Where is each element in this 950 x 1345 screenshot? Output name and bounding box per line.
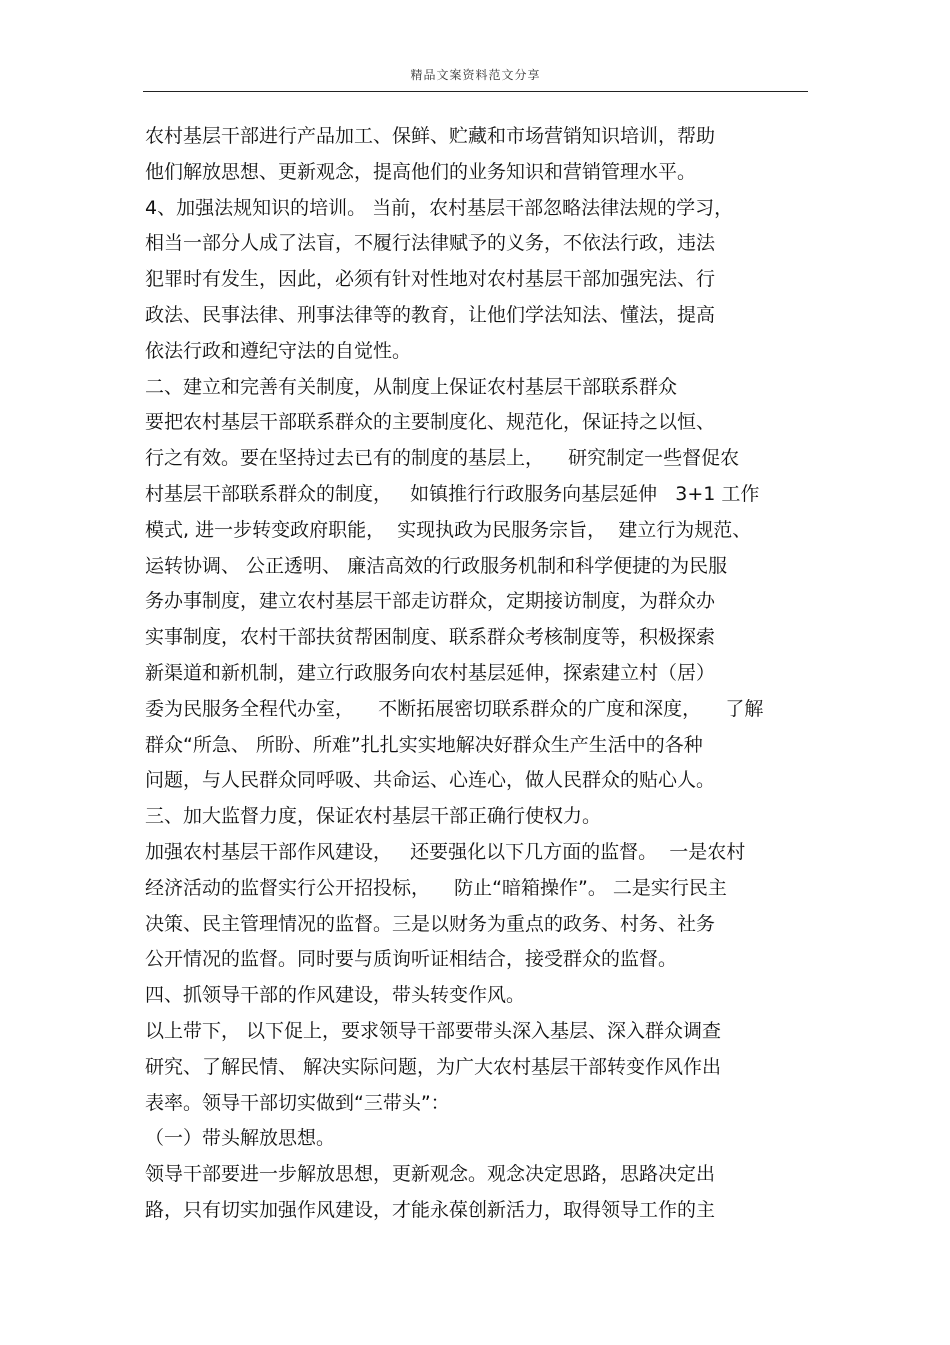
page-header: 精品文案资料范文分享 bbox=[410, 68, 541, 82]
text-line: 依法行政和遵纪守法的自觉性。 bbox=[145, 339, 412, 362]
text-line: 务办事制度，建立农村基层干部走访群众，定期接访制度，为群众办 bbox=[145, 590, 716, 613]
text-line: 政法、民事法律、刑事法律等的教育，让他们学法知法、懂法，提高 bbox=[145, 303, 716, 326]
text-line: 农村基层干部进行产品加工、保鲜、贮藏和市场营销知识培训，帮助 bbox=[145, 125, 716, 147]
text-line: 领导干部要进一步解放思想，更新观念。观念决定思路，思路决定出 bbox=[145, 1163, 716, 1186]
subsection-heading-1: （一）带头解放思想。 bbox=[145, 1127, 336, 1150]
text-line: 行之有效。要在坚持过去已有的制度的基层上， 研究制定一些督促农 bbox=[145, 447, 740, 470]
text-line: 加强农村基层干部作风建设， 还要强化以下几方面的监督。 一是农村 bbox=[145, 840, 746, 863]
text-line: 要把农村基层干部联系群众的主要制度化、规范化，保证持之以恒、 bbox=[145, 411, 716, 434]
text-line: 研究、了解民情、 解决实际问题，为广大农村基层干部转变作风作出 bbox=[145, 1055, 722, 1078]
text-line: 委为民服务全程代办室， 不断拓展密切联系群众的广度和深度， 了解 bbox=[145, 697, 764, 720]
text-line: 相当一部分人成了法盲，不履行法律赋予的义务，不依法行政，违法 bbox=[145, 232, 716, 255]
text-line: 问题，与人民群众同呼吸、共命运、心连心，做人民群众的贴心人。 bbox=[145, 769, 716, 792]
text-line: 新渠道和新机制，建立行政服务向农村基层延伸，探索建立村（居） bbox=[145, 661, 716, 684]
text-line: 经济活动的监督实行公开招投标， 防止“暗箱操作”。 二是实行民主 bbox=[145, 876, 727, 899]
section-heading-4: 四、抓领导干部的作风建设，带头转变作风。 bbox=[145, 984, 526, 1007]
text-line: 公开情况的监督。同时要与质询听证相结合，接受群众的监督。 bbox=[145, 948, 678, 971]
section-heading-3: 三、加大监督力度，保证农村基层干部正确行使权力。 bbox=[145, 805, 602, 828]
text-line: 路，只有切实加强作风建设，才能永葆创新活力，取得领导工作的主 bbox=[145, 1198, 716, 1221]
text-line: 村基层干部联系群众的制度， 如镇推行行政服务向基层延伸 3+1 工作 bbox=[145, 482, 760, 505]
header-rule bbox=[143, 91, 808, 92]
text-line: 实事制度，农村干部扶贫帮困制度、联系群众考核制度等，积极探索 bbox=[145, 626, 716, 649]
text-line: 模式, 进一步转变政府职能， 实现执政为民服务宗旨， 建立行为规范、 bbox=[145, 518, 752, 541]
document-body bbox=[145, 119, 810, 1229]
text-line: 决策、民主管理情况的监督。三是以财务为重点的政务、村务、社务 bbox=[145, 912, 716, 935]
text-line: 他们解放思想、更新观念，提高他们的业务知识和营销管理水平。 bbox=[145, 160, 697, 183]
text-line: 4、加强法规知识的培训。 当前，农村基层干部忽略法律法规的学习， bbox=[145, 196, 734, 219]
text-line: 犯罪时有发生，因此，必须有针对性地对农村基层干部加强宪法、行 bbox=[145, 268, 716, 291]
text-line: 表率。领导干部切实做到“三带头”： bbox=[145, 1091, 450, 1114]
text-line: 运转协调、 公正透明、 廉洁高效的行政服务机制和科学便捷的为民服 bbox=[145, 554, 728, 577]
section-heading-2: 二、建立和完善有关制度，从制度上保证农村基层干部联系群众 bbox=[145, 375, 678, 398]
text-line: 群众“所急、 所盼、所难”扎扎实实地解决好群众生产生活中的各种 bbox=[145, 733, 703, 756]
text-line: 以上带下， 以下促上，要求领导干部要带头深入基层、深入群众调查 bbox=[145, 1019, 722, 1042]
